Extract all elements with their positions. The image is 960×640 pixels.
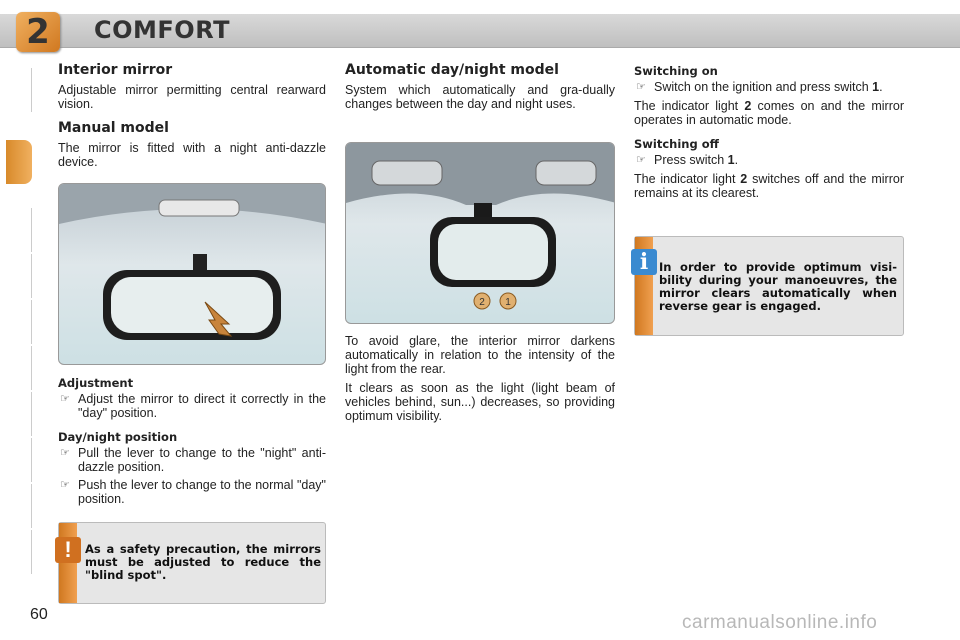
chapter-tab-1[interactable] [6,68,32,112]
middle-column-lower [345,334,615,423]
chapter-tab-3[interactable] [6,208,32,252]
automatic-model-intro: System which automatically and gra-dually changes between the day and night uses. [345,83,615,111]
switch-1-label: 1 [505,297,511,308]
switching-on-text: The indicator light 2 comes on and the mirror operates in automatic mode. [634,99,904,127]
warning-icon: ! [55,537,81,563]
warning-note [58,522,326,604]
chapter-tab-6[interactable] [6,346,32,390]
left-column [58,62,326,169]
list-item: ☞ Press switch 1. [636,153,739,167]
manual-mirror-drawing [59,184,326,365]
middle-column [345,62,615,111]
chapter-tab-9[interactable] [6,484,32,528]
section-title-automatic-model: Automatic day/night model [345,62,559,78]
pointer-bullet-icon: ☞ [60,479,70,491]
list-item: ☞ Adjust the mirror to direct it correctly in the "day" position. [60,392,326,420]
day-night-list [58,446,326,506]
section-title-adjustment: Adjustment [58,376,134,390]
left-column-lower [58,376,326,506]
manual-mirror-illustration [58,183,326,365]
info-icon: i [631,249,657,275]
pointer-bullet-icon: ☞ [60,393,70,405]
automatic-mirror-illustration [345,142,615,324]
chapter-tab-4[interactable] [6,254,32,298]
section-title-switching-off: Switching off [634,137,719,151]
pointer-bullet-icon: ☞ [636,81,646,93]
page-number: 60 [30,606,48,623]
indicator-light-2-label: 2 [479,297,485,308]
chapter-tab-5[interactable] [6,300,32,344]
note-accent-stripe [59,523,77,603]
automatic-mirror-drawing [346,143,615,324]
chapter-number-badge: 2 [16,12,60,52]
info-note [634,236,904,336]
chapter-title: COMFORT [94,16,230,44]
chapter-tab-8[interactable] [6,438,32,482]
list-item: ☞ Pull the lever to change to the "night" anti-dazzle position. [60,446,326,474]
chapter-header [0,0,960,62]
warning-text: As a safety precaution, the mirrors must be adjusted to reduce the "blind spot". [85,542,321,582]
section-title-manual-model: Manual model [58,120,169,136]
adjustment-list [58,392,326,420]
chapter-tab-2[interactable] [6,140,32,184]
switching-off-list [634,153,904,167]
interior-mirror-intro: Adjustable mirror permitting central rearward vision. [58,83,326,111]
switching-on-list [634,80,904,94]
watermark: carmanualsonline.info [682,612,878,633]
chapter-tabs [6,68,32,578]
clears-text: It clears as soon as the light (light beam of vehicles behind, sun...) decreases, so providing optimum visibility. [345,381,615,423]
manual-model-text: The mirror is fitted with a night anti-dazzle device. [58,141,326,169]
chapter-tab-10[interactable] [6,530,32,574]
section-title-day-night-position: Day/night position [58,430,178,444]
pointer-bullet-icon: ☞ [636,154,646,166]
section-title-switching-on: Switching on [634,64,718,78]
switching-off-text: The indicator light 2 switches off and the mirror remains at its clearest. [634,172,904,200]
right-column [634,64,904,200]
list-item: ☞ Push the lever to change to the normal "day" position. [60,478,326,506]
info-text: In order to provide optimum visi-bility during your manoeuvres, the mirror clears automatically when reverse gear is engaged. [659,260,897,313]
list-item: ☞ Switch on the ignition and press switch 1. [636,80,883,94]
chapter-tab-7[interactable] [6,392,32,436]
glare-text: To avoid glare, the interior mirror darkens automatically in relation to the intensity of the light from the rear. [345,334,615,376]
pointer-bullet-icon: ☞ [60,447,70,459]
section-title-interior-mirror: Interior mirror [58,62,173,78]
